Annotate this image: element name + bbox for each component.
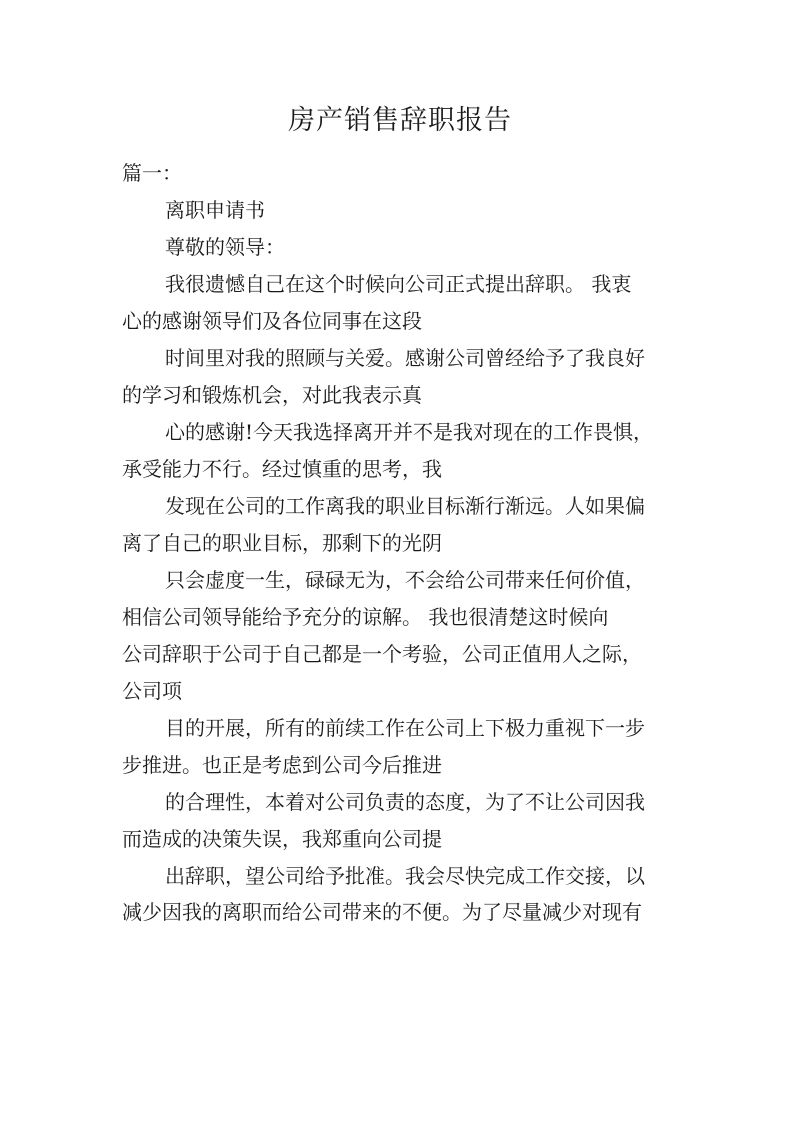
text-line-3: 我很遗憾自己在这个时候向公司正式提出辞职。 我衷 (165, 272, 632, 296)
text-line-1: 离职申请书 (165, 198, 265, 222)
text-line-2: 尊敬的领导： (165, 235, 285, 259)
text-line-8: 承受能力不行。经过慎重的思考，我 (122, 457, 442, 481)
text-line-15: 目的开展，所有的前续工作在公司上下极力重视下一步 (165, 716, 645, 740)
text-line-10: 离了自己的职业目标，那剩下的光阴 (122, 531, 442, 555)
text-line-7: 心的感谢!今天我选择离开并不是我对现在的工作畏惧， (165, 420, 654, 444)
text-line-11: 只会虚度一生，碌碌无为，不会给公司带来任何价值， (165, 568, 645, 592)
document-title: 房产销售辞职报告 (288, 105, 512, 136)
text-line-17: 的合理性，本着对公司负责的态度，为了不让公司因我 (165, 790, 645, 814)
text-line-5: 时间里对我的照顾与关爱。感谢公司曾经给予了我良好 (165, 346, 645, 370)
document-body (122, 155, 684, 930)
text-line-20: 减少因我的离职而给公司带来的不便。为了尽量减少对现有 (122, 900, 642, 924)
text-line-19: 出辞职，望公司给予批准。我会尽快完成工作交接，以 (165, 864, 645, 888)
text-line-6: 的学习和锻炼机会，对此我表示真 (122, 383, 422, 407)
text-line-9: 发现在公司的工作离我的职业目标渐行渐远。人如果偏 (165, 494, 645, 518)
text-line-12: 相信公司领导能给予充分的谅解。 我也很清楚这时候向 (122, 605, 609, 629)
text-line-13: 公司辞职于公司于自己都是一个考验，公司正值用人之际， (122, 642, 642, 666)
section-label: 篇一： (122, 161, 182, 185)
text-line-16: 步推进。也正是考虑到公司今后推进 (122, 753, 442, 777)
text-line-18: 而造成的决策失误，我郑重向公司提 (122, 827, 442, 851)
text-line-14: 公司项 (122, 679, 182, 703)
text-line-4: 心的感谢领导们及各位同事在这段 (122, 309, 422, 333)
